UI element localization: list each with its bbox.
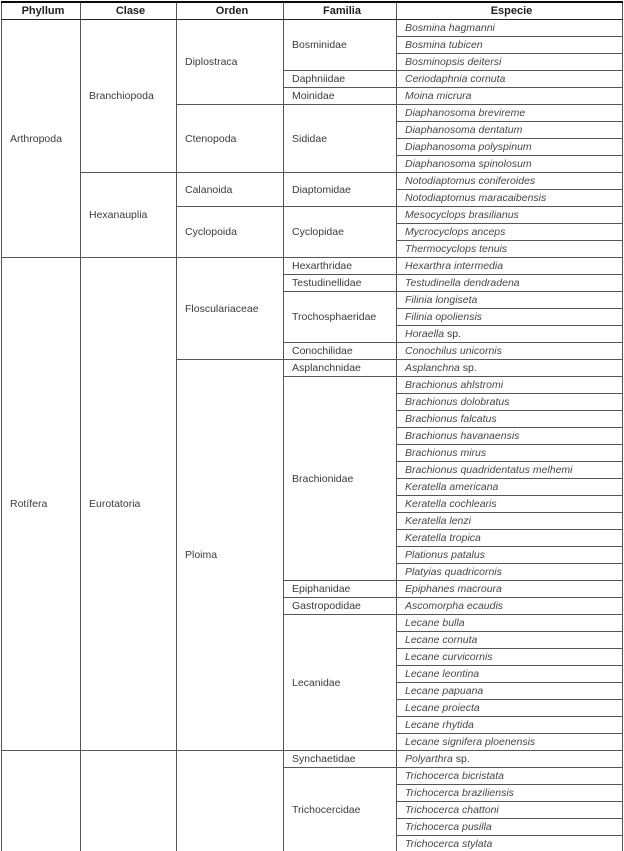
family-cell: Trichocercidae xyxy=(284,768,397,851)
species-cell xyxy=(397,377,623,394)
species-name: Trichocerca stylata xyxy=(405,838,493,850)
order-cell: Flosculariaceae xyxy=(177,258,284,360)
species-cell xyxy=(397,20,623,37)
family-cell: Cyclopidae xyxy=(284,207,397,258)
species-cell xyxy=(397,71,623,88)
family-cell: Synchaetidae xyxy=(284,751,397,768)
species-cell xyxy=(397,224,623,241)
species-cell xyxy=(397,292,623,309)
column-header-clase: Clase xyxy=(81,2,177,20)
species-name: Lecane papuana xyxy=(405,685,484,697)
species-cell xyxy=(397,241,623,258)
phylum-cell: Arthropoda xyxy=(2,20,81,258)
family-cell: Epiphanidae xyxy=(284,581,397,598)
species-cell xyxy=(397,717,623,734)
phylum-cell xyxy=(2,751,81,851)
species-cell xyxy=(397,785,623,802)
table-row xyxy=(2,20,623,37)
species-name: Keratella americana xyxy=(405,481,499,493)
species-name: Notodiaptomus coniferoides xyxy=(405,175,536,187)
species-name: Filinia opoliensis xyxy=(405,311,483,323)
species-cell xyxy=(397,666,623,683)
species-cell xyxy=(397,513,623,530)
species-name: Diaphanosoma brevireme xyxy=(405,107,526,119)
class-cell: Hexanauplia xyxy=(81,173,177,258)
taxonomy-table-body xyxy=(2,20,623,851)
species-cell xyxy=(397,819,623,836)
species-name: Lecane curvicornis xyxy=(405,651,493,663)
family-cell: Trochosphaeridae xyxy=(284,292,397,343)
species-cell xyxy=(397,394,623,411)
species-name: Moina micrura xyxy=(405,90,472,102)
species-name: Platyias quadricornis xyxy=(405,566,502,578)
species-cell xyxy=(397,258,623,275)
species-cell xyxy=(397,445,623,462)
species-cell xyxy=(397,615,623,632)
species-name: Epiphanes macroura xyxy=(405,583,502,595)
family-cell: Bosminidae xyxy=(284,20,397,71)
class-cell: Branchiopoda xyxy=(81,20,177,173)
order-cell: Ctenopoda xyxy=(177,105,284,173)
species-name: Brachionus mirus xyxy=(405,447,487,459)
species-cell xyxy=(397,309,623,326)
species-cell xyxy=(397,105,623,122)
species-cell xyxy=(397,496,623,513)
species-name: Horaella xyxy=(405,328,445,340)
species-name: Mesocyclops brasilianus xyxy=(405,209,519,221)
phylum-cell: Rotífera xyxy=(2,258,81,751)
species-name: Bosmina tubicen xyxy=(405,39,483,51)
species-name: Ceriodaphnia cornuta xyxy=(405,73,506,85)
column-header-phylum: Phyllum xyxy=(2,2,81,20)
species-cell xyxy=(397,564,623,581)
species-cell xyxy=(397,88,623,105)
family-cell: Asplanchnidae xyxy=(284,360,397,377)
species-cell xyxy=(397,479,623,496)
species-name: Diaphanosoma dentatum xyxy=(405,124,523,136)
species-name: Mycrocyclops anceps xyxy=(405,226,506,238)
species-cell xyxy=(397,122,623,139)
species-cell xyxy=(397,683,623,700)
species-cell xyxy=(397,768,623,785)
species-name: Trichocerca chattoni xyxy=(405,804,499,816)
table-row xyxy=(2,258,623,275)
species-cell xyxy=(397,462,623,479)
table-row xyxy=(2,173,623,190)
species-name: Ascomorpha ecaudis xyxy=(405,600,504,612)
species-cell xyxy=(397,139,623,156)
species-cell xyxy=(397,173,623,190)
species-cell xyxy=(397,632,623,649)
species-name: Polyarthra xyxy=(405,753,453,765)
family-cell: Hexarthridae xyxy=(284,258,397,275)
species-name: Lecane proiecta xyxy=(405,702,480,714)
species-cell xyxy=(397,836,623,851)
species-name: Trichocerca braziliensis xyxy=(405,787,514,799)
family-cell: Testudinellidae xyxy=(284,275,397,292)
species-name: Plationus patalus xyxy=(405,549,485,561)
class-cell: Eurotatoria xyxy=(81,258,177,751)
species-cell xyxy=(397,207,623,224)
species-name: Diaphanosoma spinolosum xyxy=(405,158,532,170)
species-cell xyxy=(397,275,623,292)
family-cell: Brachionidae xyxy=(284,377,397,581)
species-name: Hexarthra intermedia xyxy=(405,260,504,272)
species-name: Brachionus havanaensis xyxy=(405,430,520,442)
species-cell xyxy=(397,649,623,666)
species-name: Keratella tropica xyxy=(405,532,481,544)
species-cell xyxy=(397,734,623,751)
species-cell xyxy=(397,802,623,819)
family-cell: Conochilidae xyxy=(284,343,397,360)
order-cell xyxy=(177,751,284,851)
species-name: Lecane cornuta xyxy=(405,634,478,646)
species-name: Keratella cochlearis xyxy=(405,498,497,510)
column-header-orden: Orden xyxy=(177,2,284,20)
species-name: Keratella lenzi xyxy=(405,515,471,527)
order-cell: Ploima xyxy=(177,360,284,751)
species-name: Trichocerca bicristata xyxy=(405,770,505,782)
order-cell: Cyclopoida xyxy=(177,207,284,258)
species-cell xyxy=(397,530,623,547)
species-cell xyxy=(397,37,623,54)
class-cell xyxy=(81,751,177,851)
species-cell xyxy=(397,581,623,598)
species-name: Lecane leontina xyxy=(405,668,480,680)
species-cell xyxy=(397,190,623,207)
species-name: Brachionus falcatus xyxy=(405,413,497,425)
species-cell xyxy=(397,428,623,445)
family-cell: Lecanidae xyxy=(284,615,397,751)
family-cell: Gastropodidae xyxy=(284,598,397,615)
species-name: Brachionus quadridentatus melhemi xyxy=(405,464,573,476)
species-name: Trichocerca pusilla xyxy=(405,821,492,833)
species-cell xyxy=(397,156,623,173)
species-cell xyxy=(397,700,623,717)
species-cell xyxy=(397,411,623,428)
species-cell: Horaella sp. xyxy=(397,326,623,343)
species-name: Filinia longiseta xyxy=(405,294,478,306)
taxonomy-table xyxy=(1,1,623,851)
table-row xyxy=(2,751,623,768)
species-cell xyxy=(397,598,623,615)
species-name: Asplanchna xyxy=(405,362,460,374)
species-cell xyxy=(397,547,623,564)
table-header-row xyxy=(2,2,623,20)
family-cell: Daphniidae xyxy=(284,71,397,88)
family-cell: Sididae xyxy=(284,105,397,173)
species-cell: Asplanchna sp. xyxy=(397,360,623,377)
family-cell: Diaptomidae xyxy=(284,173,397,207)
species-cell: Polyarthra sp. xyxy=(397,751,623,768)
column-header-familia: Familia xyxy=(284,2,397,20)
species-name: Lecane bulla xyxy=(405,617,465,629)
order-cell: Diplostraca xyxy=(177,20,284,105)
species-name: Diaphanosoma polyspinum xyxy=(405,141,532,153)
species-name: Notodiaptomus maracaibensis xyxy=(405,192,547,204)
column-header-especie: Especie xyxy=(397,2,623,20)
species-name: Brachionus ahlstromi xyxy=(405,379,504,391)
species-name: Bosminopsis deitersi xyxy=(405,56,502,68)
species-cell xyxy=(397,343,623,360)
species-name: Conochilus unicornis xyxy=(405,345,502,357)
species-cell xyxy=(397,54,623,71)
species-name: Testudinella dendradena xyxy=(405,277,520,289)
species-name: Thermocyclops tenuis xyxy=(405,243,508,255)
header-row xyxy=(2,2,623,20)
family-cell: Moinidae xyxy=(284,88,397,105)
species-name: Lecane rhytida xyxy=(405,719,474,731)
species-name: Lecane signifera ploenensis xyxy=(405,736,536,748)
species-name: Brachionus dolobratus xyxy=(405,396,510,408)
order-cell: Calanoida xyxy=(177,173,284,207)
species-name: Bosmina hagmanni xyxy=(405,22,495,34)
